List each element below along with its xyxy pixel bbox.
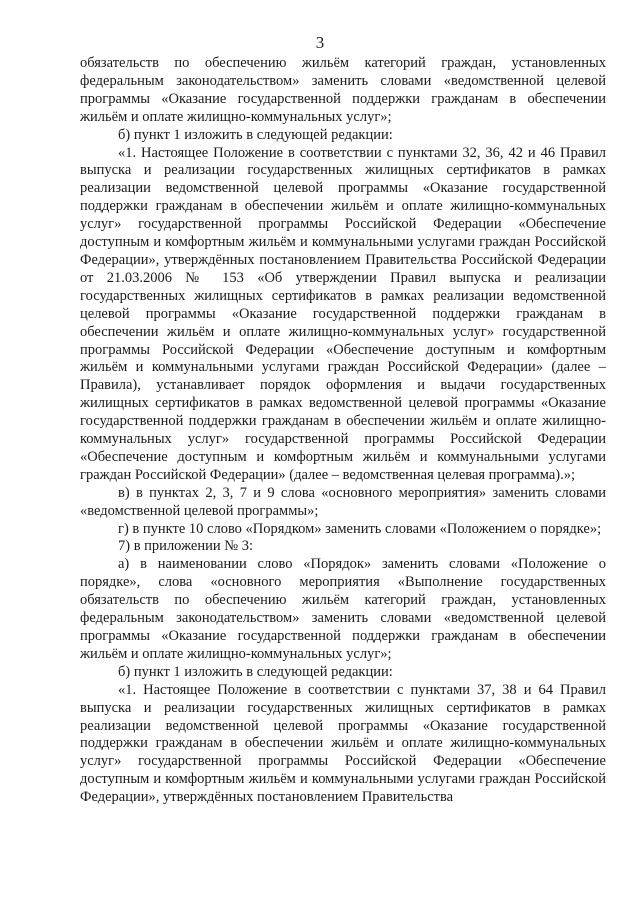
paragraph-9: «1. Настоящее Положение в соответствии с пунктами 37, 38 и 64 Правил выпуска и реализации государственных жилищных сертификатов в рамках реализации ведомственной целевой программы «Оказание государственной поддержки гражданам в обеспечении жильём и оплате жилищно-коммунальных услуг» государственной программы Российской Федерации «Обеспечение доступным и комфортным жильём и коммунальными услугами граждан Российской Федерации», утверждённых постановлением Правительства <box>80 681 606 806</box>
document-body <box>80 55 606 807</box>
paragraph-6: 7) в приложении № 3: <box>118 538 253 555</box>
paragraph-4: в) в пунктах 2, 3, 7 и 9 слова «основного мероприятия» заменить словами «ведомственной целевой программы»; <box>80 484 606 519</box>
paragraph-5: г) в пункте 10 слово «Порядком» заменить словами «Положением о порядке»; <box>118 520 602 537</box>
paragraph-1: обязательств по обеспечению жильём категорий граждан, установленных федеральным законодательством» заменить словами «ведомственной целевой программы «Оказание государственной поддержки гражданам в обеспечении жильём и оплате жилищно-коммунальных услуг»; <box>80 55 606 125</box>
paragraph-7: а) в наименовании слово «Порядок» заменить словами «Положение о порядке», слова «основного мероприятия «Выполнение государственных обязательств по обеспечению жильём категорий граждан, установленных федеральным законодательством» заменить словами «ведомственной целевой программы «Оказание государственной поддержки гражданам в обеспечении жильём и оплате жилищно-коммунальных услуг»; <box>80 556 606 662</box>
paragraph-3: «1. Настоящее Положение в соответствии с пунктами 32, 36, 42 и 46 Правил выпуска и реализации государственных жилищных сертификатов в рамках реализации ведомственной целевой программы «Оказание государственной поддержки гражданам в обеспечении жильём и оплате жилищно-коммунальных услуг» государственной программы Российской Федерации «Обеспечение доступным и комфортным жильём и коммунальными услугами граждан Российской Федерации», утверждённых постановлением Правительства Российской Федерации от 21.03.2006 № 153 «Об утверждении Правил выпуска и реализации государственных жилищных сертификатов в рамках реализации ведомственной целевой программы «Оказание государственной поддержки гражданам в обеспечении жильём и оплате жилищно-коммунальных услуг» государственной программы Российской Федерации «Обеспечение доступным и комфортным жильём и коммунальными услугами граждан Российской Федерации» (далее – Правила), устанавливает порядок оформления и выдачи государственных жилищных сертификатов в рамках ведомственной целевой программы «Оказание государственной поддержки гражданам в обеспечении жильём и оплате жилищно-коммунальных услуг» государственной программы Российской Федерации «Обеспечение доступным и комфортным жильём и коммунальными услугами граждан Российской Федерации» (далее – ведомственная целевая программа).»; <box>80 144 606 483</box>
page-number: 3 <box>315 33 325 52</box>
paragraph-2: б) пункт 1 изложить в следующей редакции: <box>118 126 393 143</box>
paragraph-8: б) пункт 1 изложить в следующей редакции: <box>118 663 393 680</box>
